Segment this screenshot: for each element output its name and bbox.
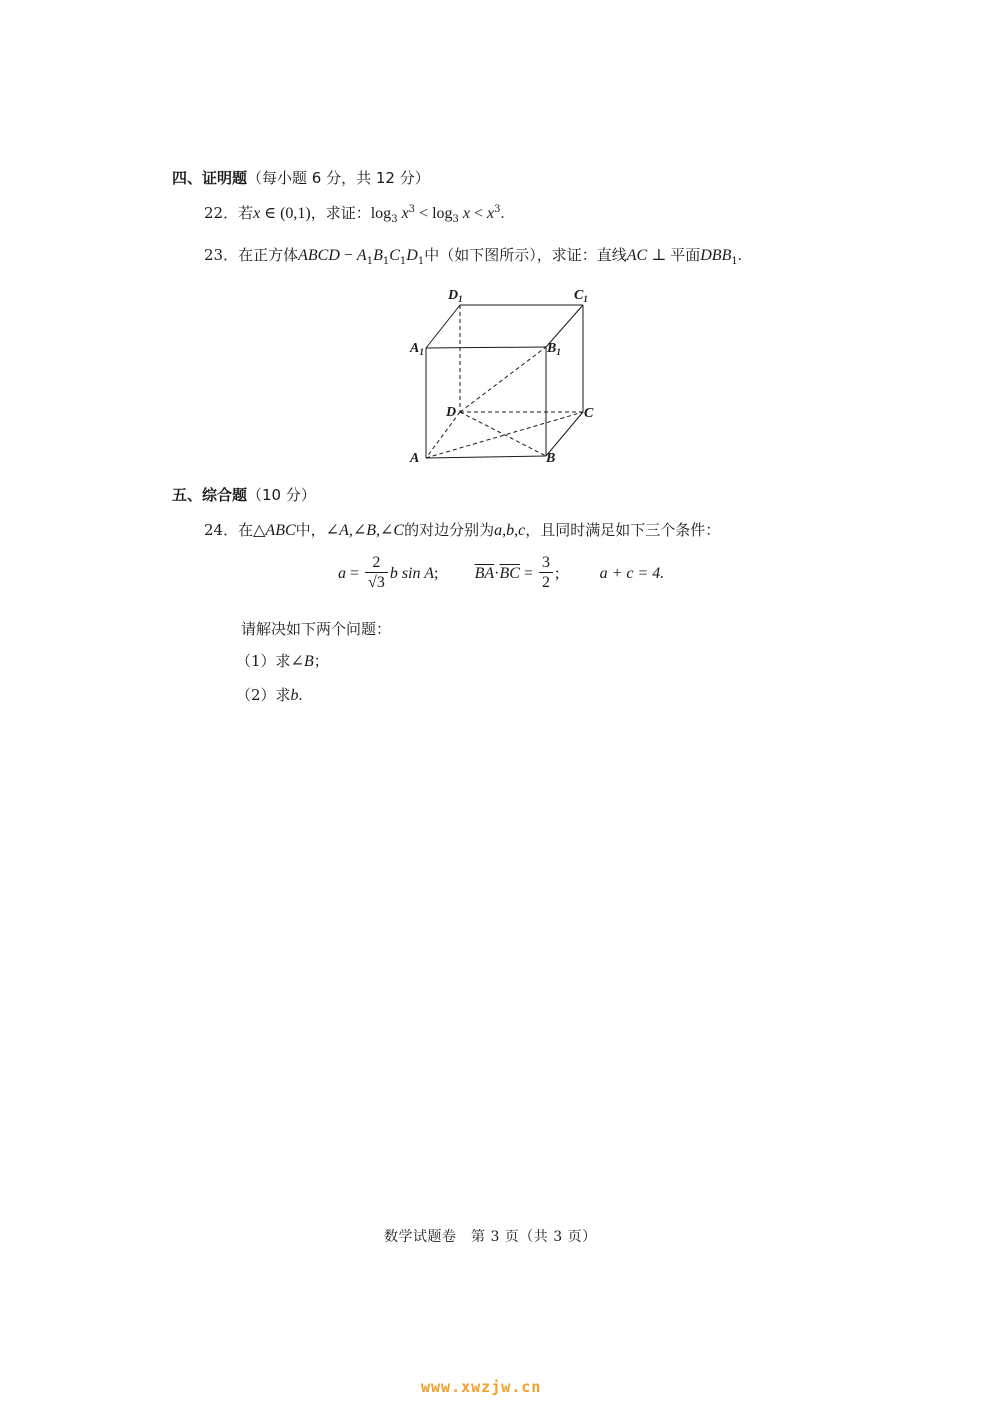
section-4-heading: 四、证明题（每小题 6 分，共 12 分） xyxy=(172,169,430,187)
edge-a-b xyxy=(426,456,546,458)
edge-b-c xyxy=(546,412,583,456)
q24-sub1: （1）求∠B； xyxy=(236,652,329,670)
label-c: C xyxy=(584,406,594,421)
edge-a1-b1 xyxy=(426,347,546,348)
fraction-3-over-2: $\frac{3}{2}$ xyxy=(539,554,553,593)
q24-conditions: a = $\frac{2}{√3}$ b sin A; $\overline{BA}\cdot\overline{BC}$ = $\frac{3}{2}$ ; a + c = 4. xyxy=(338,554,665,591)
q24-sub2: （2）求b. xyxy=(236,686,303,704)
question-23: 23．在正方体ABCD − $A_1B_1C_1D_1$中（如下图所示），求证：直线AC ⊥ 平面$DBB_1$. xyxy=(204,246,742,267)
question-22: 22．若x ∈ (0,1)，求证：$\log_3 x^3 < \log_3 x < x^3$. xyxy=(204,204,505,225)
section-5-heading: 五、综合题（10 分） xyxy=(172,486,316,504)
label-a: A xyxy=(410,451,420,466)
watermark: www.xwzjw.cn xyxy=(421,1378,542,1396)
label-b: B xyxy=(546,451,556,466)
fraction-2-over-sqrt3: $\frac{2}{√3}$ xyxy=(365,554,388,593)
diag-d-b1-hidden xyxy=(460,347,546,412)
label-a1: $A_1$ xyxy=(410,341,424,357)
label-d1: $D_1$ xyxy=(448,288,463,304)
question-24: 24．在△ABC中，∠A,∠B,∠C的对边分别为a,b,c，且同时满足如下三个条件： xyxy=(204,521,721,539)
edge-a1-d1 xyxy=(426,305,460,348)
label-c1: $C_1$ xyxy=(574,288,588,304)
q24-prompt: 请解决如下两个问题： xyxy=(241,620,392,638)
page-footer: 数学试题卷 第 3 页（共 3 页） xyxy=(384,1229,597,1245)
label-d: D xyxy=(446,405,457,420)
cube-figure xyxy=(400,280,610,470)
diag-d-b-hidden xyxy=(460,412,546,456)
label-b1: $B_1$ xyxy=(547,341,561,357)
